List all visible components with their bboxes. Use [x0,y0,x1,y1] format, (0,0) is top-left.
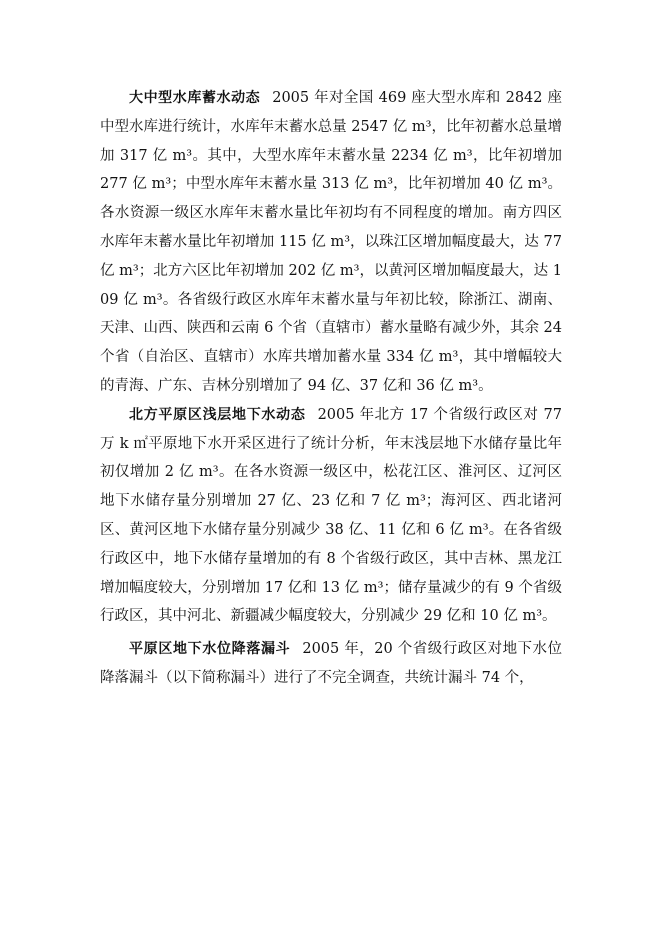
paragraph-heading: 大中型水库蓄水动态 [129,90,261,106]
paragraph-reservoir-storage [100,84,562,401]
paragraph-heading: 平原区地下水位降落漏斗 [129,641,291,658]
paragraph-body: 2005 年北方 17 个省级行政区对 77 万 k ㎡平原地下水开采区进行了统计分析，年末浅层地下水储存量比年初仅增加 2 亿 m³。在各水资源一级区中，松花江区、淮河区、辽河区地下水储存量分别增加 27 亿、23 亿和 7 亿 m³；海河区、西北诸河区、黄河区地下水储存量分别减少 38 亿、11 亿和 6 亿 m³。在各省级行政区中，地下水储存量增加的有 8 个省级行政区，其中吉林、黑龙江增加幅度较大，分别增加 17 亿和 13 亿 m³；储存量减少的有 9 个省级行政区，其中河北、新疆减少幅度较大，分别减少 29 亿和 10 亿 m³。 [100,406,562,625]
paragraph-body: 2005 年，20 个省级行政区对地下水位降落漏斗（以下简称漏斗）进行了不完全调查，共统计漏斗 74 个， [100,641,562,686]
paragraph-shallow-groundwater [100,401,562,631]
paragraph-heading: 北方平原区浅层地下水动态 [129,406,306,423]
paragraph-body: 2005 年对全国 469 座大型水库和 2842 座中型水库进行统计，水库年末蓄水总量 2547 亿 m³，比年初蓄水总量增加 317 亿 m³。其中，大型水库年末蓄水量 2234 亿 m³，比年初增加 277 亿 m³；中型水库年末蓄水量 313 亿 m³，比年初增加 40 亿 m³。各水资源一级区水库年末蓄水量比年初均有不同程度的增加。南方四区水库年末蓄水量比年初增加 115 亿 m³，以珠江区增加幅度最大，达 77 亿 m³；北方六区比年初增加 202 亿 m³，以黄河区增加幅度最大，达 109 亿 m³。各省级行政区水库年末蓄水量与年初比较，除浙江、湖南、天津、山西、陕西和云南 6 个省（直辖市）蓄水量略有减少外，其余 24 个省（自治区、直辖市）水库共增加蓄水量 334 亿 m³，其中增幅较大的青海、广东、吉林分别增加了 94 亿、37 亿和 36 亿 m³。 [100,90,563,394]
paragraph-groundwater-funnel [100,635,562,693]
document-page [100,84,562,693]
